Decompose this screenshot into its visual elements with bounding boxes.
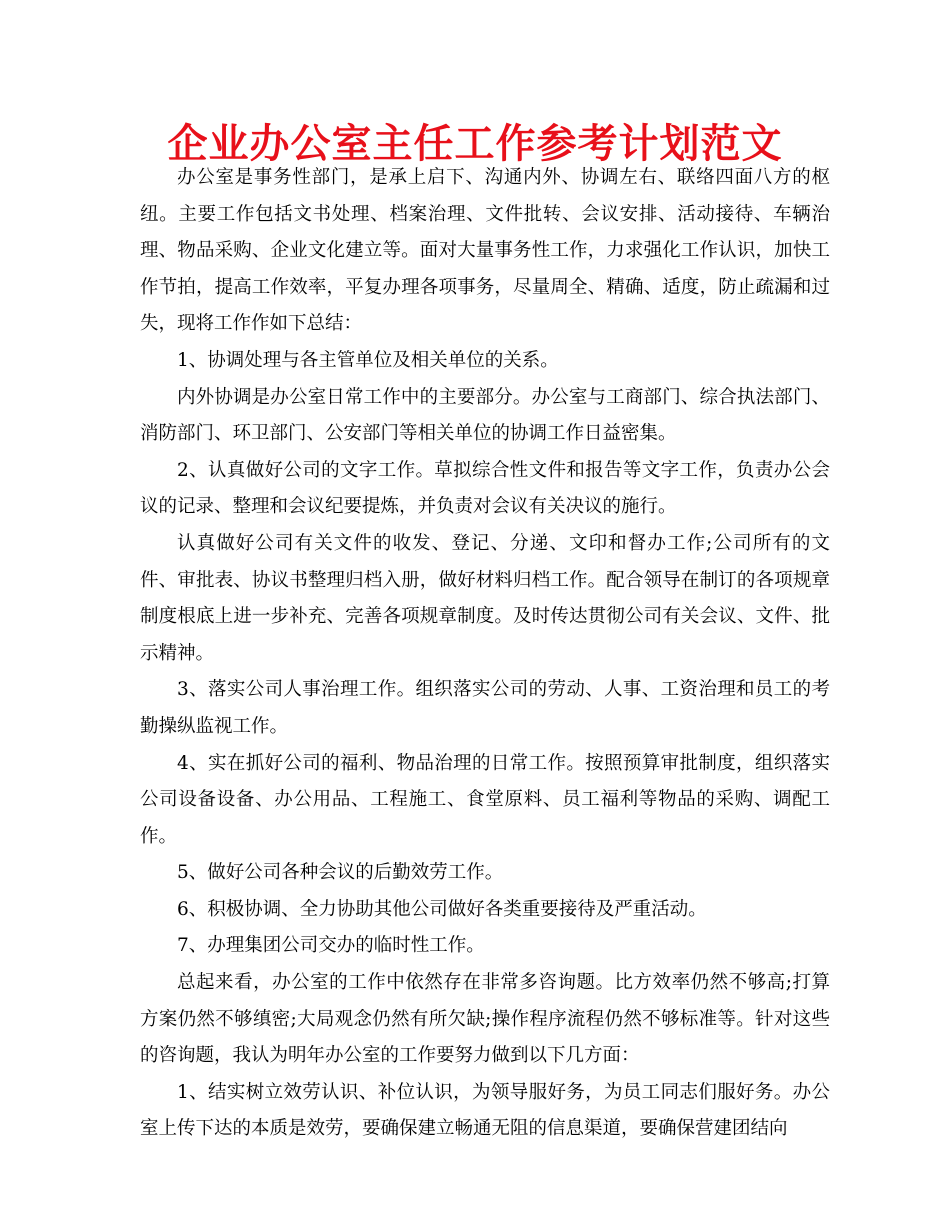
paragraph: 5、做好公司各种会议的后勤效劳工作。 [177,862,504,884]
document-body [140,160,830,1148]
paragraph: 4、实在抓好公司的福利、物品治理的日常工作。按照预算审批制度，组织落实公司设备设备、办公用品、工程施工、食堂原料、员工福利等物品的采购、调配工作。 [140,752,830,847]
paragraph: 7、办理集团公司交办的临时性工作。 [177,935,485,957]
paragraph: 办公室是事务性部门，是承上启下、沟通内外、协调左右、联络四面八方的枢纽。主要工作包括文书处理、档案治理、文件批转、会议安排、活动接待、车辆治理、物品采购、企业文化建立等。面对大量事务性工作，力求强化工作认识，加快工作节拍，提高工作效率，平复办理各项事务，尽量周全、精确、适度，防止疏漏和过失，现将工作作如下总结： [140,167,830,335]
paragraph: 认真做好公司有关文件的收发、登记、分递、文印和督办工作;公司所有的文件、审批表、协议书整理归档入册，做好材料归档工作。配合领导在制订的各项规章制度根底上进一步补充、完善各项规章制度。及时传达贯彻公司有关会议、文件、批示精神。 [140,532,830,664]
paragraph: 1、协调处理与各主管单位及相关单位的关系。 [177,349,559,371]
paragraph: 3、落实公司人事治理工作。组织落实公司的劳动、人事、工资治理和员工的考勤操纵监视工作。 [140,679,830,737]
paragraph: 6、积极协调、全力协助其他公司做好各类重要接待及严重活动。 [177,898,707,920]
document-title: 企业办公室主任工作参考计划范文 [167,121,783,167]
paragraph: 总起来看，办公室的工作中依然存在非常多咨询题。比方效率仍然不够高;打算方案仍然不够缜密;大局观念仍然有所欠缺;操作程序流程仍然不够标准等。针对这些的咨询题，我认为明年办公室的工作要努力做到以下几方面： [140,972,830,1067]
paragraph: 1、结实树立效劳认识、补位认识，为领导服好务，为员工同志们服好务。办公室上传下达的本质是效劳，要确保建立畅通无阻的信息渠道，要确保营建团结向 [140,1081,830,1140]
paragraph: 内外协调是办公室日常工作中的主要部分。办公室与工商部门、综合执法部门、消防部门、环卫部门、公安部门等相关单位的协调工作日益密集。 [140,386,830,445]
paragraph: 2、认真做好公司的文字工作。草拟综合性文件和报告等文字工作，负责办公会议的记录、整理和会议纪要提炼，并负责对会议有关决议的施行。 [140,459,830,518]
